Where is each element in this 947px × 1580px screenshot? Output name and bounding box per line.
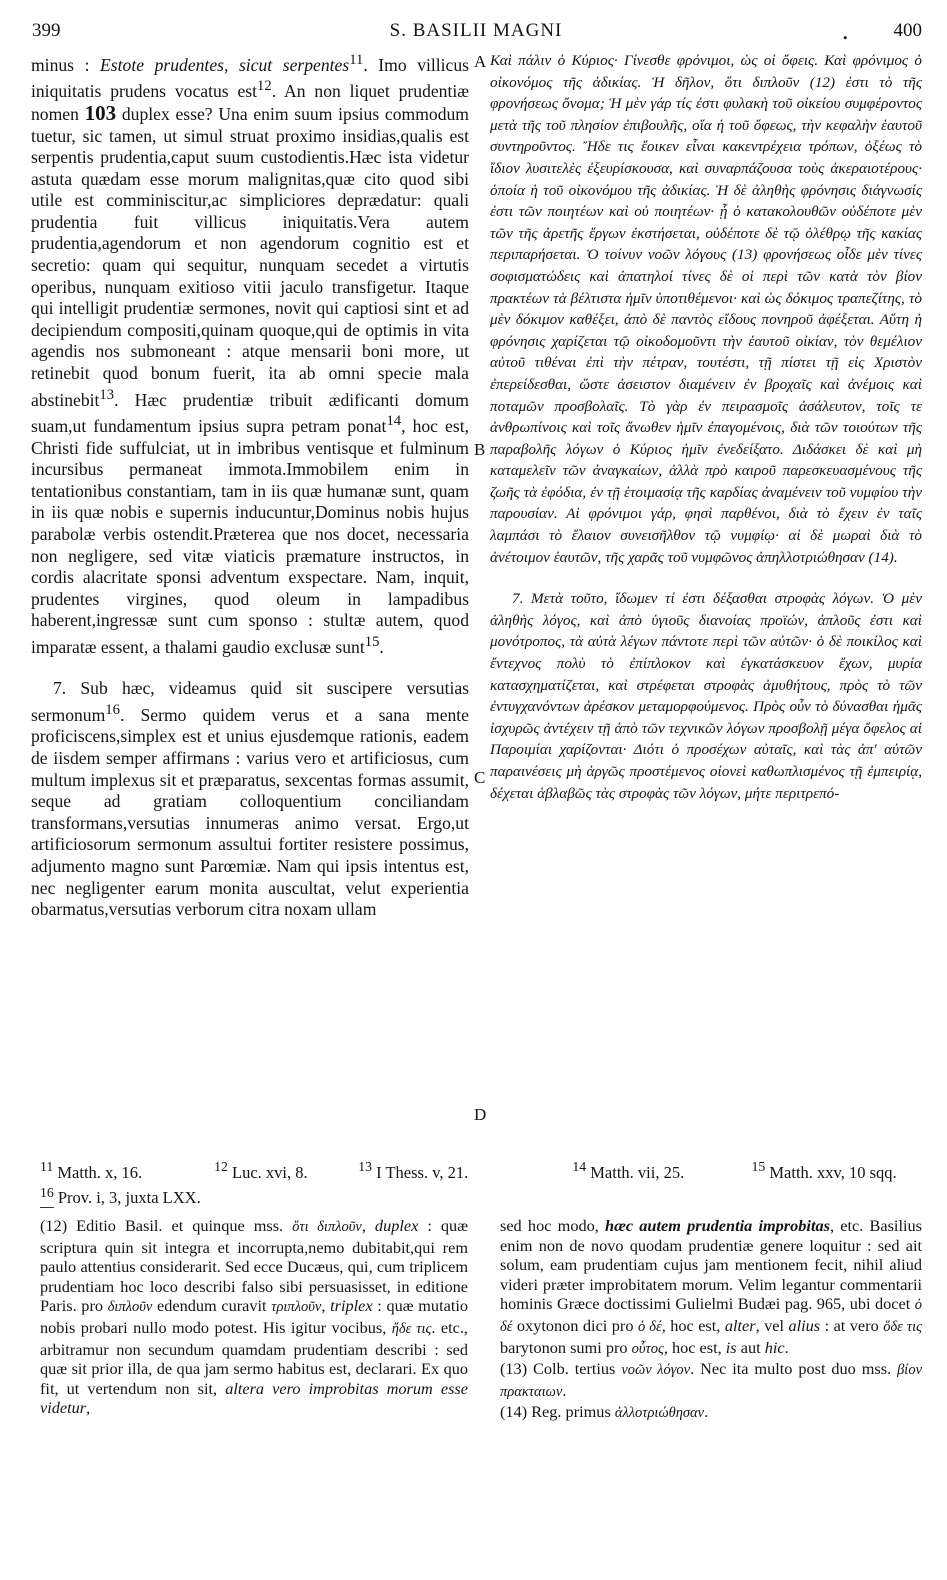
header-dot: . <box>842 16 849 45</box>
latin-paragraph-2: 7. Sub hæc, videamus quid sit suscipere versutias sermonum$^{16}$. Sermo quidem verus et a sana mente proficiscens,simplex est et unius ejusdemque rationis, eadem de iisdem semper affirmans : varius vero et artificiosus, cum multum implexus sit et præparatus, sexcentas formas assumit, seque ad gratiam colloquentium conciliandam transformans,versutias innumeras animo versat. Ergo,ut artificiosorum sermonum assultui fortiter resistere possimus, adjumento magno sunt Parœmiæ. Nam qui ipsis intentus est, nec negligenter earum monita auscultat, velut experientia obarmatus,versutias verborum citra noxam ullam <box>31 678 469 920</box>
footnote-13: $^{13}$ I Thess. v, 21. <box>358 1159 469 1182</box>
column-number-103: 103 <box>84 100 117 125</box>
note-12: (12) Editio Basil. et quinque mss. ὅτι διπλοῦν, duplex : quæ scriptura quin sit integra et incorrupta,nemo dubitabit,qui rem paulo attentius considerarit. Sed ecce Ducæus, qui, cum triplicem prudentiam hoc loco describi falso sibi persuasisset, in editione Paris. pro διπλοῦν edendum curavit τριπλοῦν, triplex : quæ mutatio nobis probari nullo modo potest. His igitur vocibus, ἤδε τις. etc., arbitramur non secundum quamdam prudentiam describi : sed quæ sit prior illa, de qua jam sermo habitus est, declarari. Ex quo fit, ut vertendum non sit, altera vero improbitas morum esse videtur, <box>40 1216 469 1418</box>
page-header <box>30 16 922 50</box>
notes-rule <box>40 1207 54 1208</box>
page-number-left: 399 <box>32 20 61 41</box>
margin-marker-b: B <box>474 440 486 459</box>
greek-paragraph-2: 7. Μετὰ τοῦτο, ἴδωμεν τί ἐστι δέξασθαι στροφὰς λόγων. Ὁ μὲν ἀληθὴς λόγος, καὶ ἀπὸ ὑγιοῦς διανοίας προϊών, ἁπλοῦς ἐστι καὶ μονότροπος, τὰ αὐτὰ λέγων πάντοτε περὶ τῶν αὐτῶν· ὁ δὲ ποικίλος καὶ ἔντεχνος πολὺ τὸ ἐπίπλοκον καὶ ἐγκατάσκευον ἔχων, μυρία κατασχηματίζεται, καὶ στρέφεται στροφὰς ἀμυθήτους, πρὸς τὸ τῶν ἐντυγχανόντων ἀρέσκον μεταμορφούμενος. Πρὸς οὖν τὸ δύνασθαι ἡμᾶς ἰσχυρῶς ἀντέχειν τῇ ἀπὸ τῶν τεχνικῶν λόγων προσβολῇ μέγα ὄφελος αἱ Παροιμίαι χαρίζονται· Διότι ὁ προσέχων αὐταῖς, καὶ τὰς ἀπ' αὐτῶν παραινέσεις μὴ ἀργῶς προστέμενος οἱονεὶ καθωπλισμένος τῇ ἐμπειρίᾳ, δέχεται ἀβλαβῶς τὰς στροφὰς τῶν λόγων, μήτε περιτρεπό- <box>490 590 922 802</box>
latin-column <box>31 50 469 921</box>
footnote-16: $^{16}$ Prov. i, 3, juxta LXX. <box>40 1184 201 1207</box>
greek-paragraph-1: Καὶ πάλιν ὁ Κύριος· Γίνεσθε φρόνιμοι, ὡς οἱ ὄφεις. Καὶ φρόνιμος ὁ οἰκονόμος τῆς ἀδικίας. Ἡ δῆλον, ὅτι διπλοῦν (12) ἐστι τὸ τῆς φρονήσεως ὄνομα; Ἡ μὲν γάρ τίς ἐστι φυλακὴ τοῦ οἰκείου συμφέροντος μετὰ τῆς τοῦ πλησίον ἐπιβουλῆς, οἵα ἡ τοῦ ὄφεως, τὴν κεφαλὴν ἑαυτοῦ συντηροῦντος. Ἤδε τις ἔοικεν εἶναι κακεντρέχεια τρόπων, ὀξέως τὸ ἴδιον λυσιτελὲς ἐξευρίσκουσα, καὶ συναρπάζουσα τοὺς ἀκεραιοτέρους· ὁποία ἡ τοῦ οἰκονόμου τῆς ἀδικίας. Ἡ δὲ ἀληθὴς φρόνησις διάγνωσίς ἐστι τῶν ποιητέων καὶ οὐ ποιητέων· ᾗ ὁ κατακολουθῶν οὐδέποτε μὲν τῶν τῆς ἀρετῆς ἔργων ἐκστήσεται, οὐδέποτε δὲ τῷ ὀλέθρῳ τῆς κακίας περιπαρήσεται. Ὁ τοίνυν νοῶν λόγους (13) φρονήσεως οἶδε μὲν τίνες σοφισματώδεις καὶ ἀπατηλοί τίνες δὲ οἱ περὶ τῶν κατὰ τὸν βίον πρακτέων τὰ βέλτιστα ἡμῖν ὑποτιθέμενοι· καὶ ὡς δόκιμος τραπεζίτης, τὸ μὲν δόκιμον καθέξει, ἀπὸ δὲ παντὸς εἴδους πονηροῦ ἀφέξεται. Αὕτη ἡ φρόνησις χαρίζεται τῷ οἰκοδομοῦντι τὴν ἑαυτοῦ οἰκίαν, τὸν θεμέλιον αὐτοῦ τιθέναι ἐπὶ τὴν πέτραν, τουτέστι, τῇ πίστει τῇ εἰς Χριστὸν ἐπερείδεσθαι, ὥστε ἀσειστον διαμένειν ἐν βροχαῖς καὶ ἀνέμοις καὶ ποταμῶν προσβολαῖς. Τὸ γὰρ ἐν πειρασμοῖς ἀσάλευτον, τοῖς τε ἀνθρωπίνοις καὶ τοῖς ἄνωθεν ἡμῖν ἐπαγομένοις, διὰ τῶν τοιούτων τῆς παραβολῆς λόγων ὁ Κύριος ἡμῖν ἐνεδείξατο. Διδάσκει δὲ καὶ μὴ καταμελεῖν τῶν ἀναγκαίων, ἀλλὰ πρὸ καιροῦ παρεσκευασμένους τῆς ζωῆς τὰ ἐφόδια, ἐν τῇ ἑτοιμασίᾳ τῆς καρδίας ἀναμένειν τοῦ νυμφίου τὴν παρουσίαν. Αἱ φρόνιμοι γάρ, φησὶ παρθένοι, διὰ τὸ ἔχειν ἐν ταῖς λαμπάσι τὸ ἔλαιον συνεισῆλθον τῷ νυμφίῳ· αἱ δὲ μωραὶ διὰ τὸ ἀνέτοιμον ἑαυτῶν, τῆς χαρᾶς τοῦ νυμφῶνος ἀπηλλοτριώθησαν (14). <box>490 52 922 566</box>
note-14: (14) Reg. primus ἀλλοτριώθησαν. <box>500 1402 709 1422</box>
footnote-15: $^{15}$ Matth. xxv, 10 sqq. <box>751 1159 897 1182</box>
margin-marker-a: A <box>474 52 487 71</box>
editor-notes-right <box>500 1216 922 1424</box>
greek-column <box>490 50 922 804</box>
note-12-continued: sed hoc modo, hæc autem prudentia improbitas, etc. Basilius enim non de novo quodam prudentiæ genere loquitur : sed ait solum, eam prudentiam cujus jam mentionem fecit, nihil aliud videri præter improbitatem morum. Velim legantur commentarii hominis Græce doctissimi Gulielmi Budæi pag. 965, ubi docet ὁ δέ oxytonon dici pro ὁ δέ, hoc est, alter, vel alius : at vero ὅδε τις barytonon sumi pro οὗτος, hoc est, is aut hic. <box>500 1216 923 1357</box>
footnote-11: $^{11}$ Matth. x, 16. <box>40 1159 143 1182</box>
page-number-right: 400 <box>893 20 922 41</box>
running-title: S. BASILII MAGNI <box>389 20 563 41</box>
latin-paragraph-1: minus : Estote prudentes, sicut serpentes$^{11}$. Imo villicus iniquitatis prudens vocatus est$^{12}$. An non liquet prudentiæ nomen 103 duplex esse? Una enim suum ipsius commodum tuetur, sic tamen, ut simul struat proximo insidias,qualis est serpentis prudentia,caput suum custodientis.Hæc ista videtur astuta quædam esse morum malignitas,quæ cito quod sibi utile est comminiscitur,ac simpliciores deprædatur: quali prudentia fuit villicus iniquitatis.Vera autem prudentia,agendorum et non agendorum cognitio est et secretio: quam qui sequitur, nunquam secedet a virtutis operibus, nunquam exitioso vitii jaculo transfigetur. Itaque qui intelligit prudentiæ sermones, novit qui captiosi sint et ad decipiendum compositi,quinam quoque,qui de optimis in vita agendis nos submoneant : atque mensarii boni more, ut retinebit quod bonum fuerit, ita ab omni specie mala abstinebit$^{13}$. Hæc prudentiæ tribuit ædificanti domum suam,ut fundamentum ipsius supra petram ponat$^{14}$, hoc est, Christi fide suffulciat, ut in imbribus ventisque et fulminum incursibus permaneat immota.Immobilem enim in tentationibus constantiam, tam in iis quæ humanæ sunt, quam in iis quæ nobis e supernis inducuntur,Dominus nobis hujus parabolæ verbis ostendit.Præterea que nos docet, necessaria non negligere, sed vitæ viaticis præmature instructos, in cordis alacritate sponsi adventum exspectare. Nam, inquit, prudentes virgines, quod oleum in lampadibus haberent,ingressæ sunt cum sponso : stultæ autem, quod imparatæ essent, a thalami gaudio exclusæ sunt$^{15}$. <box>31 52 470 657</box>
footnote-row-2 <box>40 1183 932 1209</box>
margin-marker-c: C <box>474 768 486 787</box>
footnote-row-1 <box>40 1157 932 1183</box>
note-13: (13) Colb. tertius νοῶν λόγον. Nec ita multo post duo mss. βίον πρακταιων. <box>500 1359 922 1400</box>
footnote-14: $^{14}$ Matth. vii, 25. <box>572 1159 685 1182</box>
footnotes <box>40 1157 932 1208</box>
margin-marker-d: D <box>474 1105 487 1124</box>
editor-notes-left <box>40 1216 468 1418</box>
footnote-12: $^{12}$ Luc. xvi, 8. <box>214 1159 308 1182</box>
